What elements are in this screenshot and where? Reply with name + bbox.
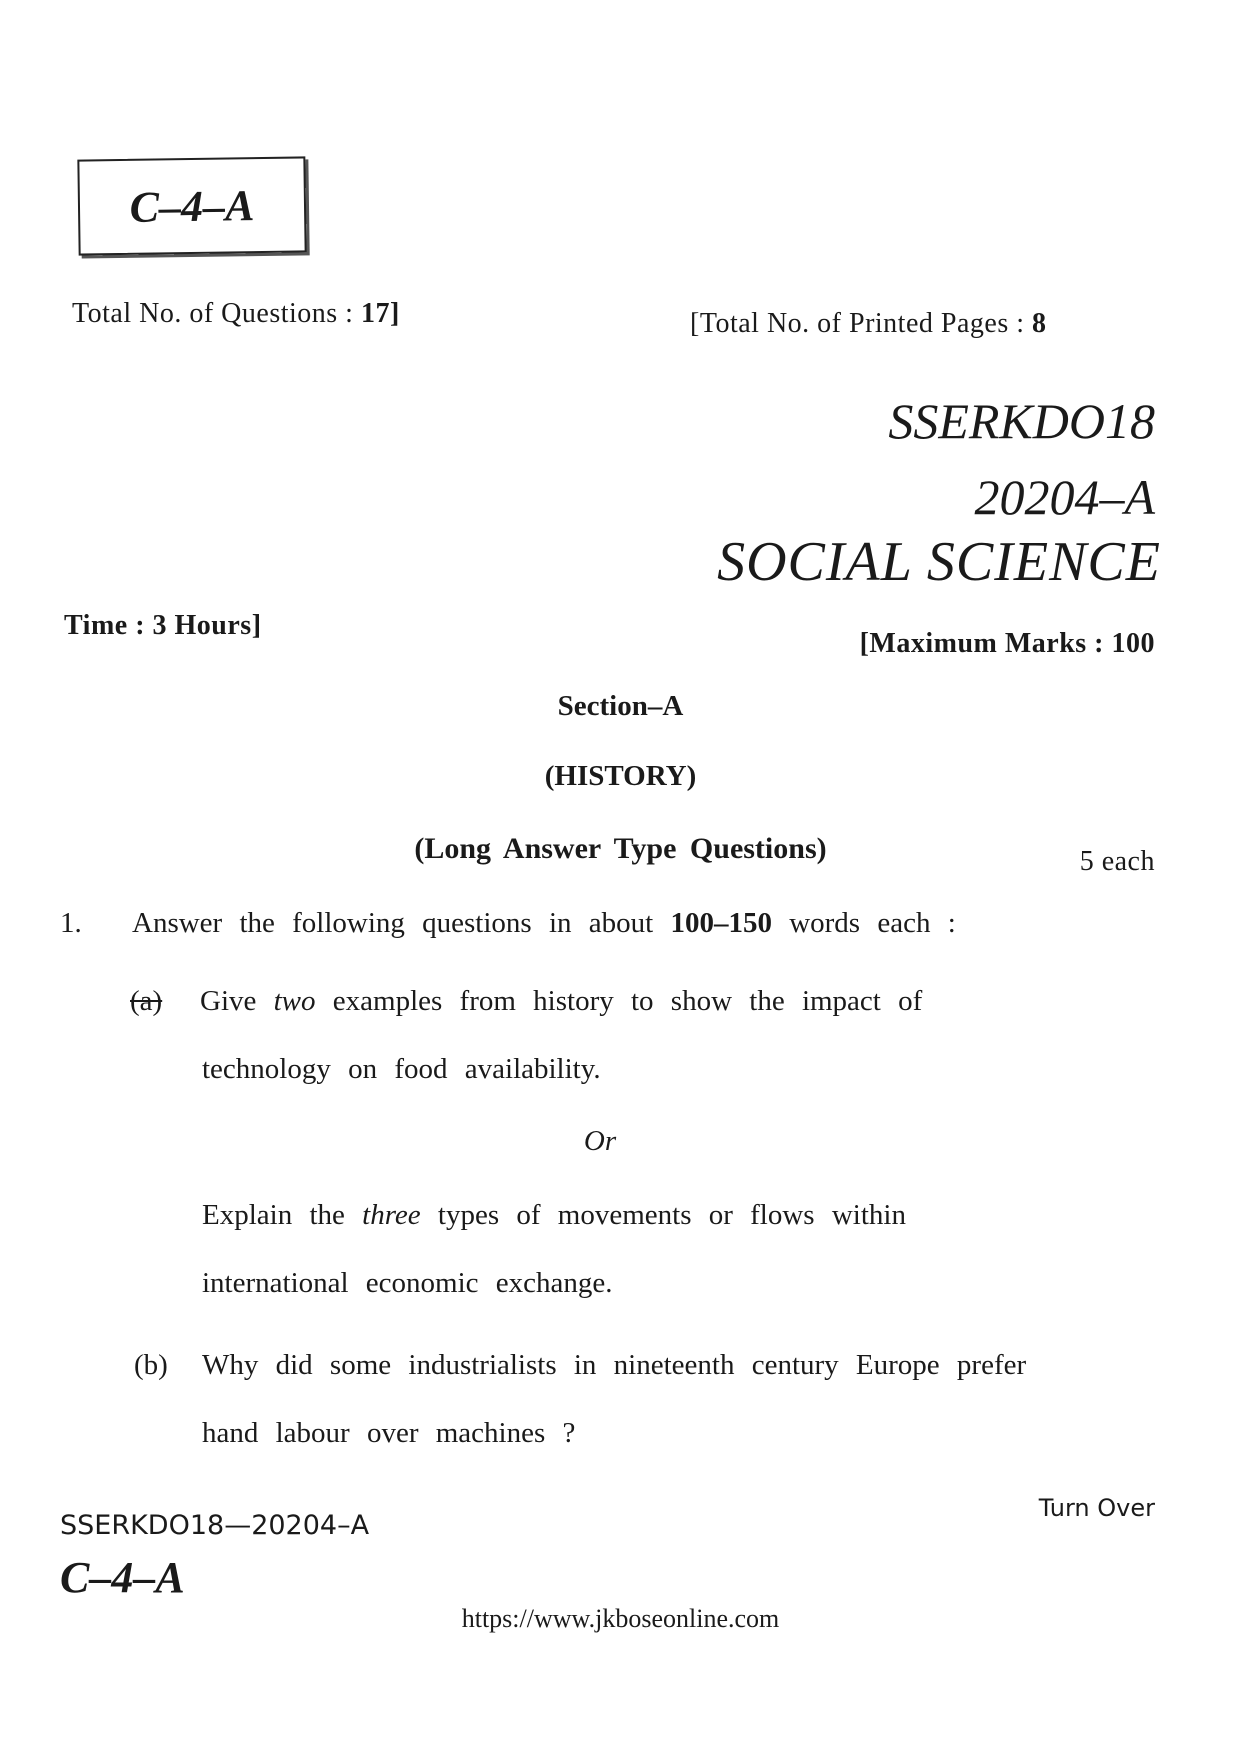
part-a-label-text: (a) bbox=[130, 985, 163, 1017]
printed-pages-value: 8 bbox=[1032, 308, 1047, 339]
part-a-text-italic: two bbox=[273, 985, 316, 1017]
printed-pages bbox=[690, 308, 1047, 340]
question-number: 1. bbox=[60, 907, 82, 939]
maximum-marks-label: [Maximum Marks : bbox=[859, 628, 1104, 659]
question-instruction bbox=[132, 906, 956, 941]
time-allowed: Time : 3 Hours] bbox=[64, 610, 262, 641]
part-a-text-start: Give bbox=[200, 985, 257, 1017]
total-questions-value: 17] bbox=[360, 298, 400, 329]
part-b-line-1: Why did some industrialists in nineteenth century Europe prefer bbox=[202, 1349, 1027, 1381]
maximum-marks bbox=[860, 628, 1155, 660]
part-b-label: (b) bbox=[134, 1349, 168, 1381]
printed-pages-label: [Total No. of Printed Pages : bbox=[690, 308, 1025, 339]
instruction-word-count: 100–150 bbox=[670, 907, 772, 939]
paper-code: SSERKDO18 bbox=[888, 393, 1155, 449]
paper-number: 20204–A bbox=[974, 469, 1155, 525]
turn-over: Turn Over bbox=[1038, 1494, 1155, 1522]
question-type: (Long Answer Type Questions) bbox=[414, 832, 827, 865]
marks-each: 5 each bbox=[1079, 846, 1155, 877]
part-a-line-1 bbox=[200, 984, 922, 1019]
part-a-line-2: technology on food availability. bbox=[202, 1053, 601, 1085]
instruction-text-end: words each : bbox=[789, 907, 956, 939]
footer-code: SSERKDO18—20204–A bbox=[60, 1510, 370, 1541]
or-separator: Or bbox=[583, 1125, 617, 1157]
section-title: Section–A bbox=[557, 690, 684, 722]
part-a-text-end: examples from history to show the impact of bbox=[332, 985, 923, 1017]
part-a-alt-line-2: international economic exchange. bbox=[202, 1267, 613, 1299]
maximum-marks-value: 100 bbox=[1111, 628, 1155, 659]
instruction-text: Answer the following questions in about bbox=[132, 907, 654, 939]
footer-box-code: C–4–A bbox=[60, 1553, 185, 1602]
part-a-alt-line-1 bbox=[202, 1198, 906, 1233]
total-questions-label: Total No. of Questions : bbox=[72, 298, 354, 329]
section-subject: (HISTORY) bbox=[544, 760, 697, 792]
alt-text-italic: three bbox=[362, 1199, 421, 1231]
paper-code-box bbox=[77, 156, 306, 255]
part-b-line-2: hand labour over machines ? bbox=[202, 1417, 576, 1449]
subject-title: SOCIAL SCIENCE bbox=[717, 531, 1161, 593]
footer-url: https://www.jkboseonline.com bbox=[461, 1604, 780, 1633]
alt-text-start: Explain the bbox=[202, 1199, 345, 1231]
paper-code-box-text: C–4–A bbox=[129, 180, 255, 232]
total-questions bbox=[72, 298, 400, 330]
part-a-label bbox=[130, 984, 162, 1019]
alt-text-end: types of movements or flows within bbox=[437, 1199, 906, 1231]
